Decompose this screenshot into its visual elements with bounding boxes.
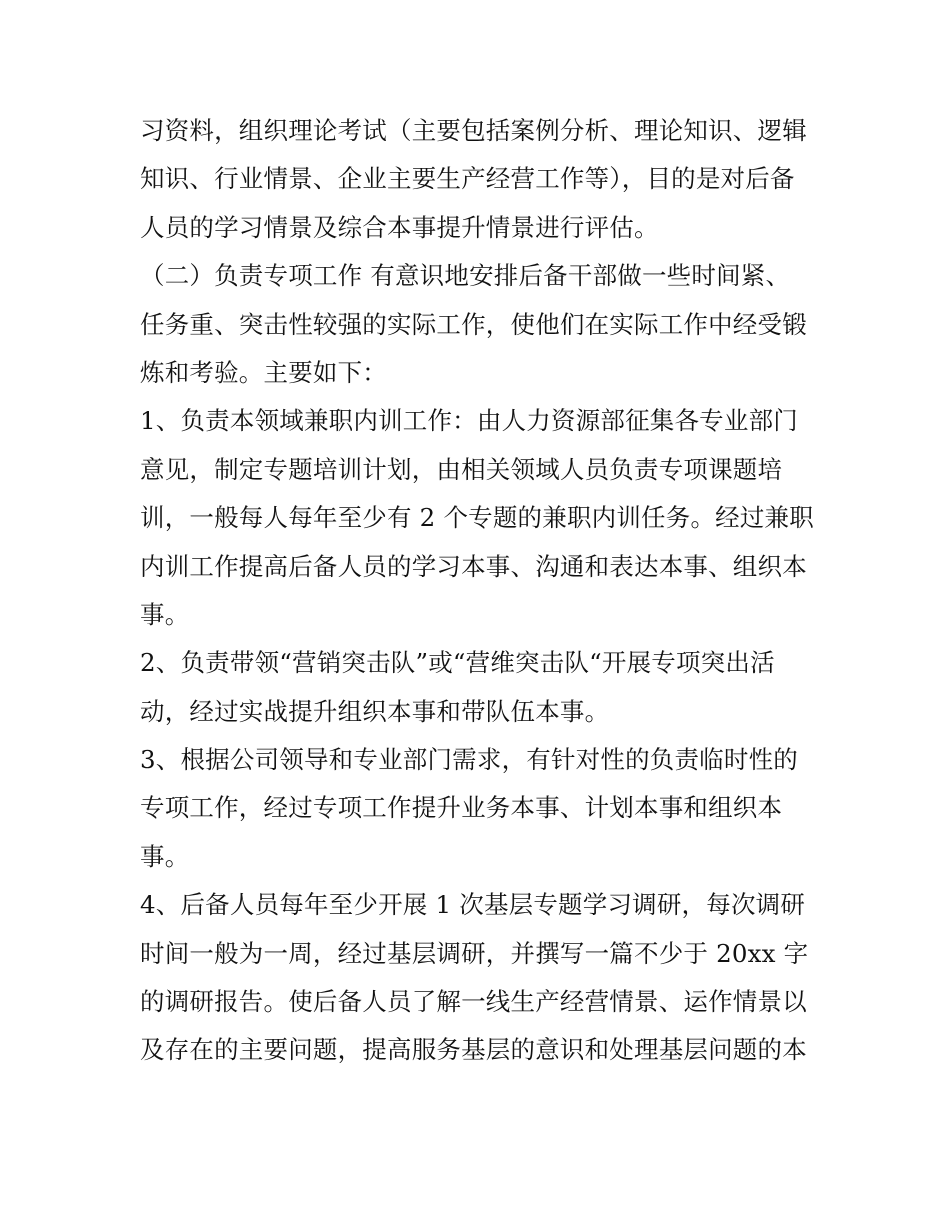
- text-line: 专项工作，经过专项工作提升业务本事、计划本事和组织本: [140, 793, 783, 823]
- text-line: 训，一般每人每年至少有 2 个专题的兼职内训任务。经过兼职: [140, 503, 814, 533]
- section-heading-line: （二）负责专项工作 有意识地安排后备干部做一些时间紧、: [140, 261, 791, 291]
- text-line: 知识、行业情景、企业主要生产经营工作等），目的是对后备: [140, 164, 795, 194]
- list-item-2-line: 2、负责带领“营销突击队”或“营维突击队“开展专项突出活: [140, 648, 775, 678]
- text-line: 时间一般为一周，经过基层调研，并撰写一篇不少于 20xx 字: [140, 938, 809, 968]
- text-line: 炼和考验。主要如下：: [140, 357, 387, 387]
- text-line: 人员的学习情景及综合本事提升情景进行评估。: [140, 212, 659, 242]
- list-item-4-line: 4、后备人员每年至少开展 1 次基层专题学习调研，每次调研: [140, 890, 806, 920]
- list-item-3-line: 3、根据公司领导和专业部门需求，有针对性的负责临时性的: [140, 745, 798, 775]
- document-page: [140, 107, 812, 1075]
- list-item-1-line: 1、负责本领域兼职内训工作：由人力资源部征集各专业部门: [140, 406, 798, 436]
- text-line: 及存在的主要问题，提高服务基层的意识和处理基层问题的本: [140, 1035, 807, 1065]
- text-line: 任务重、突击性较强的实际工作，使他们在实际工作中经受锻: [140, 309, 807, 339]
- text-line: 习资料，组织理论考试（主要包括案例分析、理论知识、逻辑: [140, 116, 807, 145]
- text-line: 事。: [140, 599, 190, 629]
- text-line: 意见，制定专题培训计划，由相关领域人员负责专项课题培: [140, 454, 783, 484]
- text-line: 内训工作提高后备人员的学习本事、沟通和表达本事、组织本: [140, 551, 807, 581]
- text-line: 动，经过实战提升组织本事和带队伍本事。: [140, 696, 610, 726]
- text-line: 事。: [140, 841, 190, 871]
- text-line: 的调研报告。使后备人员了解一线生产经营情景、运作情景以: [140, 987, 807, 1017]
